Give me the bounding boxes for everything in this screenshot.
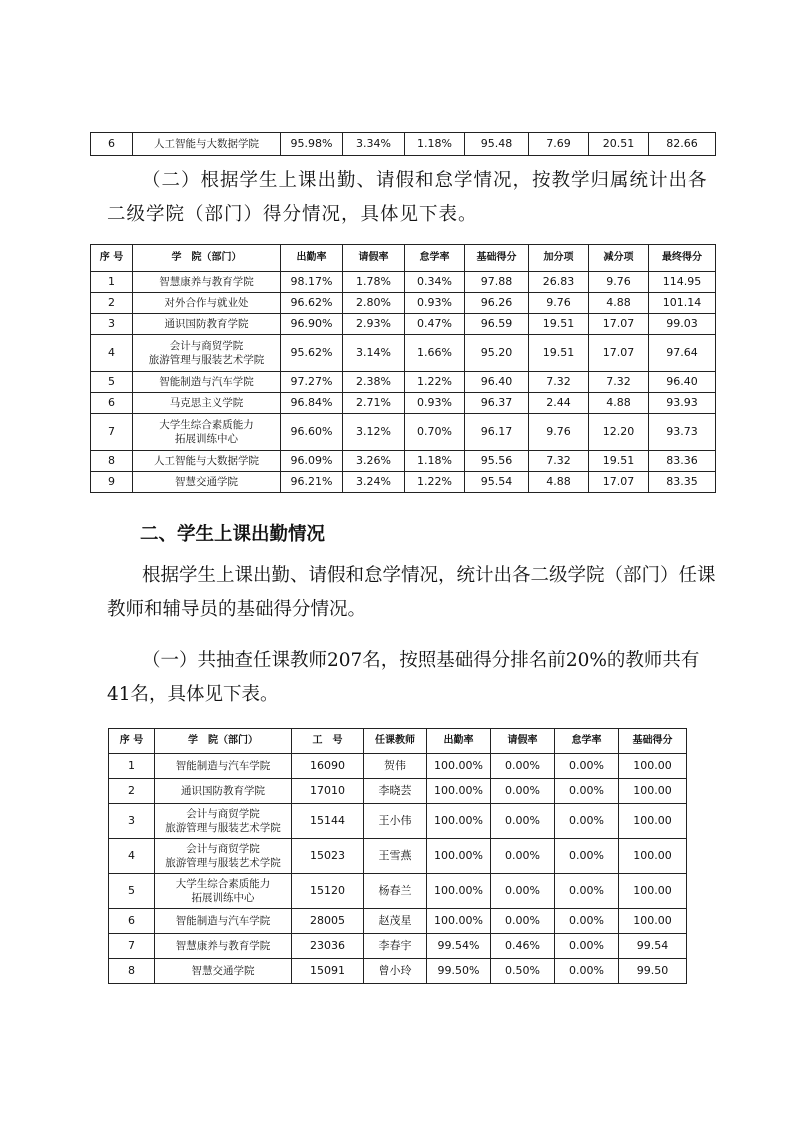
cell: 96.60% [281, 414, 343, 451]
cell: 智慧交通学院 [155, 959, 292, 984]
cell: 4 [109, 839, 155, 874]
cell: 5 [109, 874, 155, 909]
cell: 100.00% [427, 839, 491, 874]
cell: 0.00% [491, 839, 555, 874]
table-header-row [109, 729, 687, 754]
column-header: 学 院（部门） [133, 245, 281, 272]
cell: 4 [91, 335, 133, 372]
college-line: 旅游管理与服装艺术学院 [165, 857, 281, 869]
cell: 17010 [292, 779, 364, 804]
cell: 7.32 [529, 451, 589, 472]
cell: 0.50% [491, 959, 555, 984]
cell: 智能制造与汽车学院 [155, 909, 292, 934]
column-header: 基础得分 [465, 245, 529, 272]
cell: 23036 [292, 934, 364, 959]
cell: 100.00 [619, 779, 687, 804]
table-row [91, 293, 716, 314]
cell: 0.00% [491, 779, 555, 804]
cell: 96.62% [281, 293, 343, 314]
cell: 0.47% [405, 314, 465, 335]
cell: 19.51 [589, 451, 649, 472]
cell: 6 [109, 909, 155, 934]
college-line: 大学生综合素质能力 [159, 419, 254, 431]
cell [133, 335, 281, 372]
column-header: 减分项 [589, 245, 649, 272]
cell: 3.26% [343, 451, 405, 472]
cell: 100.00 [619, 839, 687, 874]
cell: 8 [109, 959, 155, 984]
table-row [109, 754, 687, 779]
cell: 100.00 [619, 754, 687, 779]
column-header: 出勤率 [281, 245, 343, 272]
cell: 1.66% [405, 335, 465, 372]
cell: 96.40 [465, 372, 529, 393]
cell: 15120 [292, 874, 364, 909]
paragraph-attendance: 根据学生上课出勤、请假和怠学情况，统计出各二级学院（部门）任课教师和辅导员的基础得分情况。 [107, 565, 716, 620]
cell: 1.22% [405, 372, 465, 393]
cell: 96.84% [281, 393, 343, 414]
cell: 3.12% [343, 414, 405, 451]
cell: 95.20 [465, 335, 529, 372]
cell: 7.32 [589, 372, 649, 393]
cell: 6 [91, 133, 133, 156]
cell: 0.34% [405, 272, 465, 293]
cell: 3 [109, 804, 155, 839]
cell: 智慧交通学院 [133, 472, 281, 493]
cell: 96.37 [465, 393, 529, 414]
cell: 杨春兰 [364, 874, 427, 909]
cell: 82.66 [649, 133, 716, 156]
cell: 9 [91, 472, 133, 493]
table-header-row [91, 245, 716, 272]
cell: 4.88 [529, 472, 589, 493]
table-row [91, 393, 716, 414]
cell: 7.32 [529, 372, 589, 393]
cell: 马克思主义学院 [133, 393, 281, 414]
table-row [109, 839, 687, 874]
column-header: 怠学率 [405, 245, 465, 272]
cell: 100.00% [427, 754, 491, 779]
cell: 人工智能与大数据学院 [133, 451, 281, 472]
paragraph-teacher-sample: （一）共抽查任课教师207名，按照基础得分排名前20%的教师共有41名，具体见下表。 [107, 650, 700, 705]
table-row [109, 874, 687, 909]
column-header: 怠学率 [555, 729, 619, 754]
cell: 2.80% [343, 293, 405, 314]
cell: 2.38% [343, 372, 405, 393]
cell: 0.00% [555, 874, 619, 909]
cell: 通识国防教育学院 [155, 779, 292, 804]
cell: 5 [91, 372, 133, 393]
cell: 97.64 [649, 335, 716, 372]
cell: 96.21% [281, 472, 343, 493]
column-header: 请假率 [343, 245, 405, 272]
cell: 97.88 [465, 272, 529, 293]
cell: 1 [109, 754, 155, 779]
cell: 智慧康养与教育学院 [155, 934, 292, 959]
cell: 0.00% [491, 804, 555, 839]
cell: 0.00% [491, 754, 555, 779]
cell: 0.00% [491, 909, 555, 934]
cell: 95.48 [465, 133, 529, 156]
column-header: 学 院（部门） [155, 729, 292, 754]
cell: 1.22% [405, 472, 465, 493]
cell: 0.70% [405, 414, 465, 451]
cell: 17.07 [589, 335, 649, 372]
cell: 贺伟 [364, 754, 427, 779]
table-row [91, 372, 716, 393]
cell: 0.46% [491, 934, 555, 959]
college-line: 旅游管理与服装艺术学院 [165, 822, 281, 834]
table-row [91, 451, 716, 472]
cell: 1.18% [405, 451, 465, 472]
table-row [91, 472, 716, 493]
table-row [91, 335, 716, 372]
cell: 0.00% [555, 839, 619, 874]
cell: 2.44 [529, 393, 589, 414]
cell: 15144 [292, 804, 364, 839]
cell: 100.00 [619, 909, 687, 934]
previous-table-row [90, 132, 716, 156]
cell: 9.76 [529, 414, 589, 451]
cell: 1.18% [405, 133, 465, 156]
cell: 100.00 [619, 804, 687, 839]
table-row [109, 934, 687, 959]
cell: 100.00% [427, 804, 491, 839]
cell: 8 [91, 451, 133, 472]
table-row [91, 272, 716, 293]
cell: 15023 [292, 839, 364, 874]
cell: 83.35 [649, 472, 716, 493]
cell: 12.20 [589, 414, 649, 451]
cell [155, 839, 292, 874]
cell: 2 [91, 293, 133, 314]
cell [155, 874, 292, 909]
cell: 1.78% [343, 272, 405, 293]
cell: 0.93% [405, 293, 465, 314]
table-row [109, 959, 687, 984]
cell: 人工智能与大数据学院 [133, 133, 281, 156]
cell: 0.00% [555, 779, 619, 804]
cell: 99.50 [619, 959, 687, 984]
paragraph-college-scores: （二）根据学生上课出勤、请假和怠学情况，按教学归属统计出各二级学院（部门）得分情况，具体见下表。 [107, 170, 708, 225]
cell: 96.17 [465, 414, 529, 451]
cell: 李春宇 [364, 934, 427, 959]
cell: 0.00% [555, 804, 619, 839]
column-header: 序 号 [109, 729, 155, 754]
cell: 17.07 [589, 472, 649, 493]
cell: 99.03 [649, 314, 716, 335]
cell: 9.76 [529, 293, 589, 314]
cell: 4.88 [589, 393, 649, 414]
cell: 2 [109, 779, 155, 804]
cell: 3.34% [343, 133, 405, 156]
cell: 9.76 [589, 272, 649, 293]
cell: 智能制造与汽车学院 [133, 372, 281, 393]
cell: 对外合作与就业处 [133, 293, 281, 314]
cell: 赵茂星 [364, 909, 427, 934]
college-line: 会计与商贸学院 [186, 843, 260, 855]
cell: 4.88 [589, 293, 649, 314]
cell: 100.00% [427, 874, 491, 909]
cell: 7 [109, 934, 155, 959]
cell: 28005 [292, 909, 364, 934]
cell: 100.00% [427, 909, 491, 934]
cell: 100.00 [619, 874, 687, 909]
college-line: 大学生综合素质能力 [175, 878, 271, 890]
cell: 98.17% [281, 272, 343, 293]
cell: 17.07 [589, 314, 649, 335]
cell: 16090 [292, 754, 364, 779]
cell: 95.54 [465, 472, 529, 493]
cell [133, 414, 281, 451]
cell: 96.40 [649, 372, 716, 393]
cell: 15091 [292, 959, 364, 984]
cell: 96.26 [465, 293, 529, 314]
cell: 96.90% [281, 314, 343, 335]
cell: 99.54% [427, 934, 491, 959]
column-header: 工 号 [292, 729, 364, 754]
cell: 0.00% [491, 874, 555, 909]
cell: 0.00% [555, 909, 619, 934]
cell: 95.62% [281, 335, 343, 372]
cell: 19.51 [529, 314, 589, 335]
column-header: 出勤率 [427, 729, 491, 754]
cell [155, 804, 292, 839]
cell: 93.93 [649, 393, 716, 414]
cell: 2.71% [343, 393, 405, 414]
cell: 3.14% [343, 335, 405, 372]
table-row [91, 314, 716, 335]
table-row [91, 414, 716, 451]
cell: 99.50% [427, 959, 491, 984]
table-row [109, 804, 687, 839]
cell: 智能制造与汽车学院 [155, 754, 292, 779]
cell: 王雪燕 [364, 839, 427, 874]
college-line: 旅游管理与服装艺术学院 [148, 354, 265, 366]
section-heading: 二、学生上课出勤情况 [140, 524, 326, 545]
cell: 0.00% [555, 754, 619, 779]
cell: 6 [91, 393, 133, 414]
cell: 曾小玲 [364, 959, 427, 984]
cell: 7.69 [529, 133, 589, 156]
cell: 0.00% [555, 959, 619, 984]
cell: 19.51 [529, 335, 589, 372]
cell: 99.54 [619, 934, 687, 959]
cell: 智慧康养与教育学院 [133, 272, 281, 293]
column-header: 最终得分 [649, 245, 716, 272]
cell: 7 [91, 414, 133, 451]
column-header: 基础得分 [619, 729, 687, 754]
cell: 王小伟 [364, 804, 427, 839]
cell: 20.51 [589, 133, 649, 156]
column-header: 请假率 [491, 729, 555, 754]
cell: 0.00% [555, 934, 619, 959]
college-line: 会计与商贸学院 [186, 808, 260, 820]
cell: 95.98% [281, 133, 343, 156]
cell: 101.14 [649, 293, 716, 314]
table-row [109, 779, 687, 804]
cell: 3.24% [343, 472, 405, 493]
table-row [109, 909, 687, 934]
cell: 83.36 [649, 451, 716, 472]
cell: 96.59 [465, 314, 529, 335]
cell: 93.73 [649, 414, 716, 451]
college-score-table [90, 244, 716, 493]
cell: 2.93% [343, 314, 405, 335]
cell: 100.00% [427, 779, 491, 804]
college-line: 拓展训练中心 [175, 433, 238, 445]
teacher-score-table [108, 728, 687, 984]
college-line: 会计与商贸学院 [169, 340, 244, 352]
cell: 96.09% [281, 451, 343, 472]
cell: 95.56 [465, 451, 529, 472]
cell: 0.93% [405, 393, 465, 414]
cell: 1 [91, 272, 133, 293]
column-header: 序 号 [91, 245, 133, 272]
cell: 97.27% [281, 372, 343, 393]
cell: 26.83 [529, 272, 589, 293]
college-line: 拓展训练中心 [191, 892, 255, 904]
cell: 通识国防教育学院 [133, 314, 281, 335]
table-row [91, 133, 716, 156]
column-header: 任课教师 [364, 729, 427, 754]
cell: 114.95 [649, 272, 716, 293]
column-header: 加分项 [529, 245, 589, 272]
cell: 李晓芸 [364, 779, 427, 804]
cell: 3 [91, 314, 133, 335]
